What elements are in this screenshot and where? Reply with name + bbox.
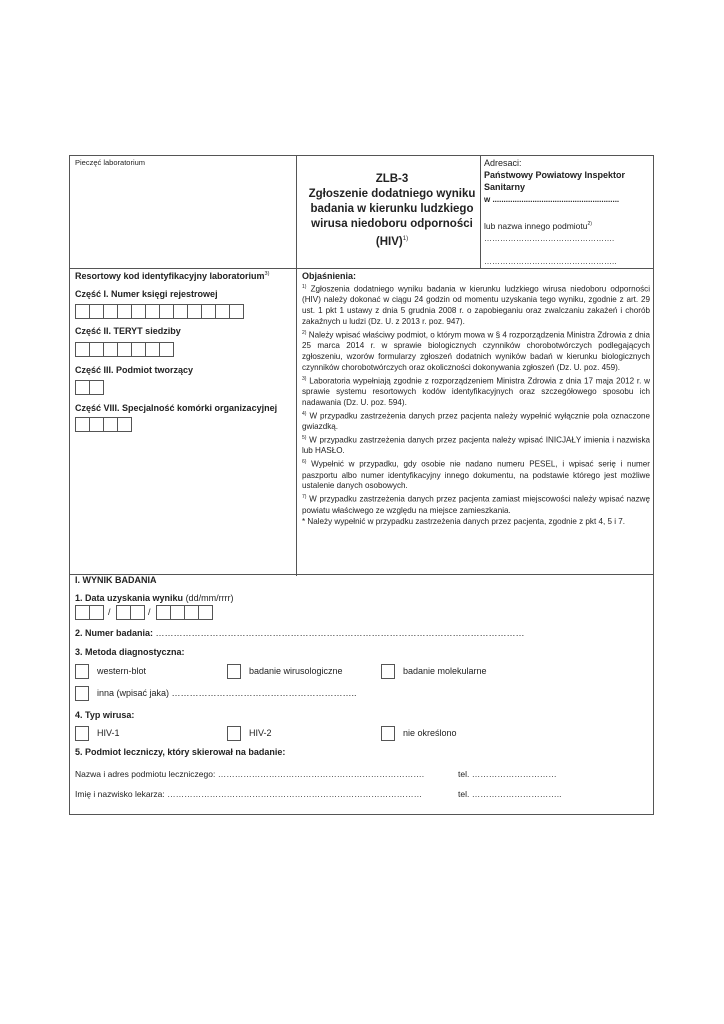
method-other-checkbox[interactable]: [75, 686, 89, 701]
virus-hiv1-label: HIV-1: [97, 728, 120, 738]
date-year-boxes[interactable]: [156, 605, 212, 620]
resort-code-label: Resortowy kod identyfikacyjny laboratorium$^{3)}$: [75, 271, 270, 281]
note-3: $^{3)}$ Laboratoria wypełniają zgodnie z rozporządzeniem Ministra Zdrowia z dnia 17 maja 2012 r. w sprawie systemu resortowych kodów identyfikacyjnych oraz szczegółowego sposobu ich nadawania (Dz. U. poz. 594).: [302, 375, 651, 407]
section-title: I. WYNIK BADANIA: [75, 575, 157, 585]
method-western-blot-checkbox[interactable]: [75, 664, 89, 679]
note-7: $^{7)}$ W przypadku zastrzeżenia danych przez pacjenta zamiast miejscowości należy wpisać nazwę powiatu właściwego ze względu na miejsce zamieszkania.: [302, 494, 650, 515]
method-label: 3. Metoda diagnostyczna:: [75, 647, 185, 657]
method-molecular-checkbox[interactable]: [381, 664, 395, 679]
method-virological-checkbox[interactable]: [227, 664, 241, 679]
note-5: $^{5)}$ W przypadku zastrzeżenia danych przez pacjenta należy wpisać INICJAŁY imienia i nazwiska lub HASŁO.: [302, 434, 650, 456]
part3-label: Część III. Podmiot tworzący: [75, 365, 194, 375]
date-month-boxes[interactable]: [116, 605, 144, 620]
header-divider: [70, 268, 653, 269]
virus-hiv1-checkbox[interactable]: [75, 726, 89, 741]
doctor-name-row[interactable]: Imię i nazwisko lekarza: ………………………………………………………………………………: [75, 789, 423, 799]
virus-type-label: 4. Typ wirusa:: [75, 710, 135, 720]
method-other-label[interactable]: inna (wpisać jaka) ……………………………………………………..: [97, 688, 357, 698]
note-star: * Należy wypełnić w przypadku zastrzeżenia danych przez pacjenta, zgodnie z pkt 4, 5 i 7.: [302, 516, 626, 526]
method-virological-label: badanie wirusologiczne: [249, 666, 343, 676]
explanations-heading: Objaśnienia:: [302, 271, 357, 281]
alt-addressee-line-1[interactable]: ………………………………………….: [484, 234, 615, 243]
section-divider: [70, 574, 653, 575]
addressee-w-field[interactable]: w .........................................................: [484, 195, 620, 204]
date-label: 1. Data uzyskania wyniku (dd/mm/rrrr): [75, 593, 234, 603]
addressee-main: Państwowy Powiatowy Inspektor Sanitarny: [484, 170, 626, 192]
alt-addressee-label: lub nazwa innego podmiotu$^{2)}$: [484, 221, 592, 231]
note-1: $^{1)}$ Zgłoszenia dodatniego wyniku badania w kierunku ludzkiego wirusa niedoboru odporności (HIV) należy dokonać w ciągu 24 godzin od momentu uzyskania tego wyniku, zgodnie z art. 29 ust. 1 pkt 1 ustawy z dnia 5 grudnia 2008 r. o zapobieganiu oraz zwalczaniu zakażeń i chorób zakaźnych u ludzi (Dz. U. z 2013 r. poz. 947).: [302, 283, 651, 326]
column-divider-left: [296, 156, 297, 576]
part8-label: Część VIII. Specjalność komórki organizacyjnej: [75, 403, 278, 413]
stamp-label: Pieczęć laboratorium: [75, 158, 146, 167]
note-6: $^{6)}$ Wypełnić w przypadku, gdy osobie nie nadano numeru PESEL, i wpisać serię i numer paszportu albo numer identyfikacyjny innego dokumentu, na podstawie którego jest możliwe ustalenie danych osobowych.: [302, 459, 650, 491]
notification-form: [69, 155, 654, 815]
addressees-label: Adresaci:: [484, 158, 522, 168]
form-title: Zgłoszenie dodatniego wyniku badania w kierunku ludzkiego wirusa niedoboru odporności (HIV)$^{1)}$: [308, 188, 476, 248]
part3-boxes[interactable]: [75, 380, 103, 395]
part8-boxes[interactable]: [75, 417, 131, 432]
method-molecular-label: badanie molekularne: [403, 666, 487, 676]
form-title-block: [302, 172, 482, 250]
referrer-name-row[interactable]: Nazwa i adres podmiotu leczniczego: ……………………………………………………………….: [75, 769, 425, 779]
date-sep-1: /: [108, 607, 111, 617]
note-2: $^{2)}$ Należy wpisać właściwy podmiot, o którym mowa w § 4 rozporządzenia Ministra Zdrowia z dnia 25 marca 2014 r. w sprawie biologicznych czynników chorobotwórczych podlegających zgłoszeniu, wzorów formularzy zgłoszeń dodatnich wyników badań w kierunku biologicznych czynników chorobotwórczych oraz okoliczności dokonywania zgłoszeń (Dz. U. poz. 459).: [302, 329, 651, 372]
virus-hiv2-label: HIV-2: [249, 728, 272, 738]
part1-label: Część I. Numer księgi rejestrowej: [75, 289, 218, 299]
part2-label: Część II. TERYT siedziby: [75, 326, 181, 336]
test-number-row[interactable]: 2. Numer badania: ……………………………………………………………………………………………………………: [75, 628, 525, 638]
virus-hiv2-checkbox[interactable]: [227, 726, 241, 741]
method-western-blot-label: western-blot: [97, 666, 147, 676]
form-code: ZLB-3: [375, 173, 409, 185]
date-day-boxes[interactable]: [75, 605, 103, 620]
referrer-label: 5. Podmiot leczniczy, który skierował na badanie:: [75, 747, 286, 757]
alt-addressee-line-2[interactable]: …………………………………………..: [484, 257, 617, 266]
part2-boxes[interactable]: [75, 342, 173, 357]
explanations: [302, 271, 650, 527]
virus-unspecified-label: nie określono: [403, 728, 457, 738]
part1-boxes[interactable]: [75, 304, 243, 319]
date-sep-2: /: [148, 607, 151, 617]
doctor-tel-row[interactable]: tel. …………………………..: [458, 789, 562, 799]
note-4: $^{4)}$ W przypadku zastrzeżenia danych przez pacjenta należy wypełnić wyłącznie pola oznaczone gwiazdką.: [302, 410, 651, 432]
virus-unspecified-checkbox[interactable]: [381, 726, 395, 741]
referrer-tel-row[interactable]: tel. …………………………: [458, 769, 557, 779]
